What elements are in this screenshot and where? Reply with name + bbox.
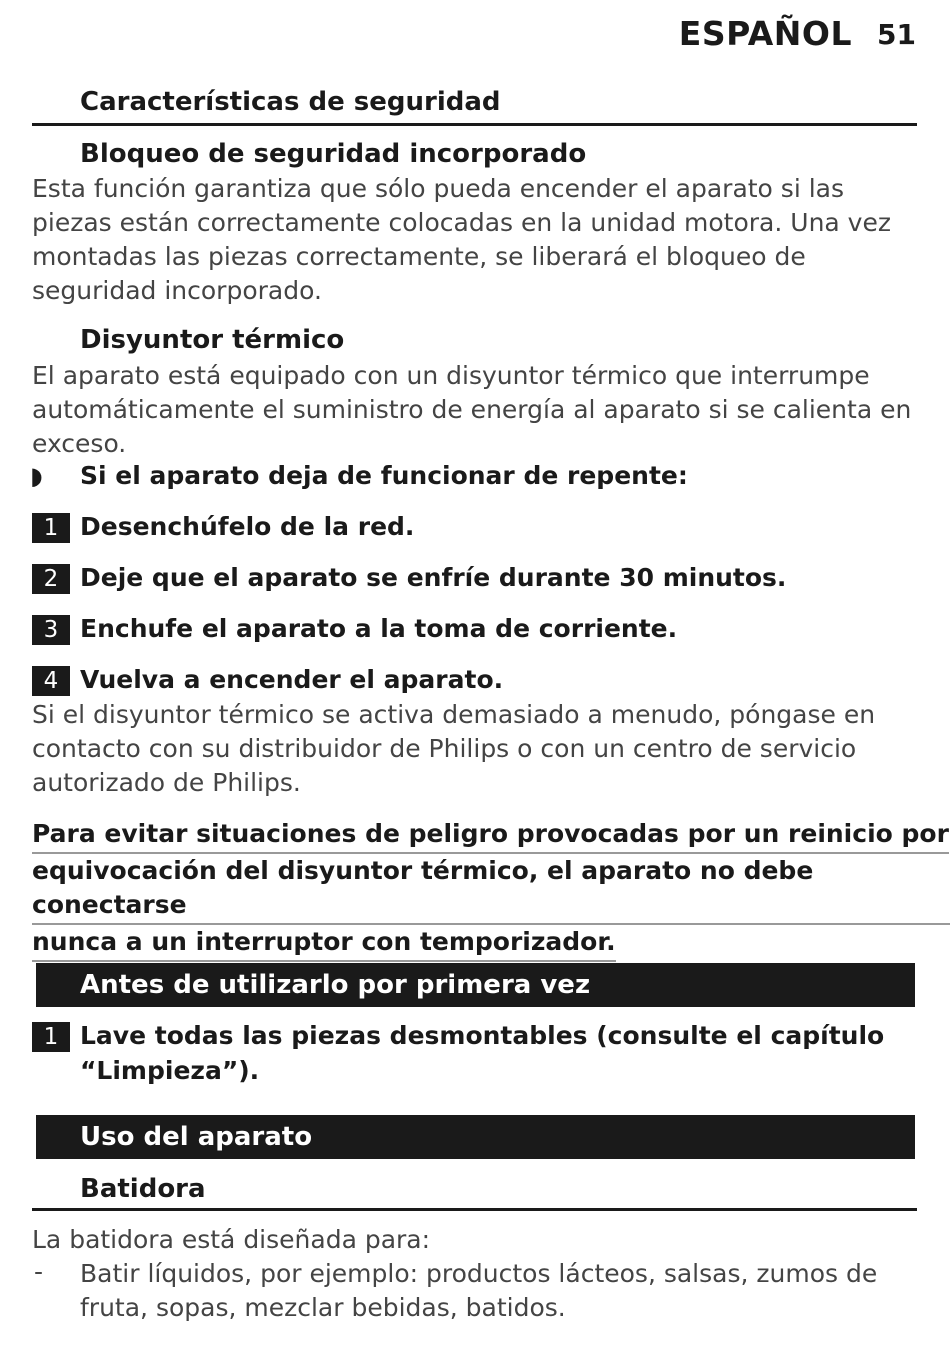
blender-intro: La batidora está diseñada para: bbox=[32, 1225, 431, 1254]
subsection-rule bbox=[32, 1208, 917, 1211]
thermal-cutout-note: Si el disyuntor térmico se activa demasiado a menudo, póngase en contacto con su distribuidor de Philips o con un centro de servicio autorizado de Philips. bbox=[32, 700, 876, 797]
step-number-badge: 1 bbox=[32, 513, 70, 543]
thermal-cutout-body: El aparato está equipado con un disyuntor térmico que interrumpe automáticamente el suministro de energía al aparato si se calienta en exceso. bbox=[32, 361, 912, 458]
section-bar-before-first-use: Antes de utilizarlo por primera vez bbox=[36, 963, 915, 1007]
section-title-safety: Características de seguridad bbox=[80, 87, 501, 117]
bullet-text: Si el aparato deja de funcionar de repente: bbox=[80, 461, 688, 490]
list-dash: - bbox=[34, 1257, 44, 1286]
step-text: Lave todas las piezas desmontables (consulte el capítulo bbox=[80, 1021, 885, 1050]
step-text-continued: “Limpieza”). bbox=[80, 1056, 260, 1085]
step-text: Enchufe el aparato a la toma de corriente. bbox=[80, 614, 678, 643]
step-text: Vuelva a encender el aparato. bbox=[80, 665, 504, 694]
subsection-title-safety-lock: Bloqueo de seguridad incorporado bbox=[80, 139, 587, 169]
warning-line: equivocación del disyuntor térmico, el aparato no debe conectarse bbox=[32, 854, 950, 925]
subsection-title-blender: Batidora bbox=[80, 1174, 206, 1204]
section-rule bbox=[32, 123, 917, 126]
warning-line: nunca a un interruptor con temporizador. bbox=[32, 925, 616, 962]
page-number: 51 bbox=[877, 18, 916, 51]
safety-lock-body: Esta función garantiza que sólo pueda encender el aparato si las piezas están correctamente colocadas en la unidad motora. Una vez montadas las piezas correctamente, se liberará el bloqueo de seguridad incorporado. bbox=[32, 174, 891, 305]
step-number-badge: 1 bbox=[32, 1022, 70, 1052]
step-number-badge: 2 bbox=[32, 564, 70, 594]
bullet-icon: ◗ bbox=[30, 462, 43, 490]
warning-line: Para evitar situaciones de peligro provocadas por un reinicio por bbox=[32, 817, 949, 854]
step-text: Deje que el aparato se enfríe durante 30 minutos. bbox=[80, 563, 787, 592]
warning-text bbox=[32, 817, 950, 962]
step-number-badge: 3 bbox=[32, 615, 70, 645]
step-number-badge: 4 bbox=[32, 666, 70, 696]
step-text: Desenchúfelo de la red. bbox=[80, 512, 415, 541]
language-label: ESPAÑOL bbox=[678, 14, 852, 53]
subsection-title-thermal-cutout: Disyuntor térmico bbox=[80, 325, 345, 355]
section-bar-using-appliance: Uso del aparato bbox=[36, 1115, 915, 1159]
list-item: Batir líquidos, por ejemplo: productos lácteos, salsas, zumos de fruta, sopas, mezclar bebidas, batidos. bbox=[80, 1259, 878, 1322]
